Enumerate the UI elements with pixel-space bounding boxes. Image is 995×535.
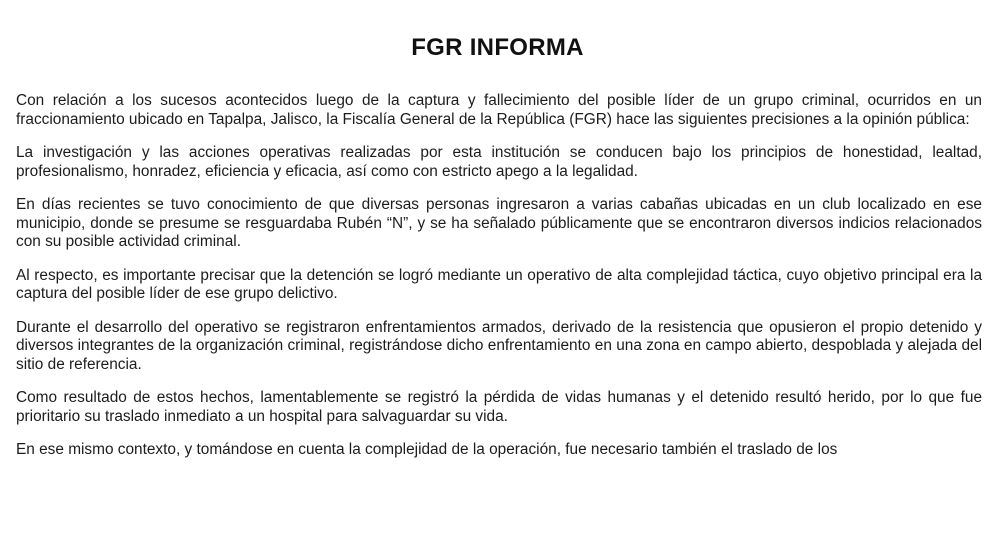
document-body bbox=[16, 92, 982, 460]
paragraph-1: Con relación a los sucesos acontecidos luego de la captura y fallecimiento del posible líder de un grupo criminal, ocurridos en un fraccionamiento ubicado en Tapalpa, Jalisco, la Fiscalía General de la República (FGR) hace las siguientes precisiones a la opinión pública: bbox=[16, 92, 982, 128]
paragraph-4: Al respecto, es importante precisar que la detención se logró mediante un operativo de alta complejidad táctica, cuyo objetivo principal era la captura del posible líder de ese grupo delictivo. bbox=[16, 266, 982, 302]
paragraph-2: La investigación y las acciones operativas realizadas por esta institución se conducen bajo los principios de honestidad, lealtad, profesionalismo, honradez, eficiencia y eficacia, así como con estricto apego a la legalidad. bbox=[16, 144, 982, 180]
paragraph-5: Durante el desarrollo del operativo se registraron enfrentamientos armados, derivado de la resistencia que opusieron el propio detenido y diversos integrantes de la organización criminal, registrándose dicho enfrentamiento en una zona en campo abierto, despoblada y alejada del sitio de referencia. bbox=[16, 318, 982, 373]
paragraph-6: Como resultado de estos hechos, lamentablemente se registró la pérdida de vidas humanas y el detenido resultó herido, por lo que fue prioritario su traslado inmediato a un hospital para salvaguardar su vida. bbox=[16, 389, 982, 425]
paragraph-7: En ese mismo contexto, y tomándose en cuenta la complejidad de la operación, fue necesario también el traslado de los bbox=[16, 441, 838, 458]
document-title: FGR INFORMA bbox=[411, 34, 584, 61]
paragraph-3: En días recientes se tuvo conocimiento de que diversas personas ingresaron a varias cabañas ubicadas en un club localizado en ese municipio, donde se presume se resguardaba Rubén “N”, y se ha señalado públicamente que se encontraron diversos indicios relacionados con su posible actividad criminal. bbox=[16, 196, 982, 250]
